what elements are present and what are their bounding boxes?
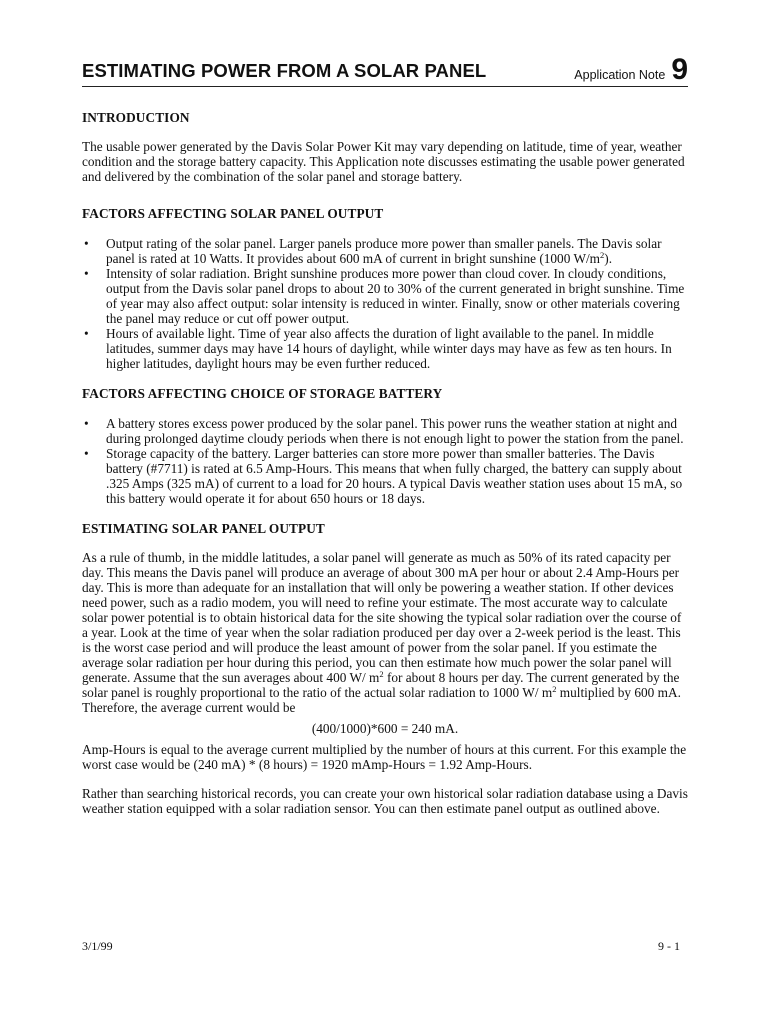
section-heading-introduction: INTRODUCTION (82, 110, 190, 125)
estimating-paragraph: As a rule of thumb, in the middle latitudes, a solar panel will generate as much as 50% of its rated capacity per day. This means the Davis panel will produce an average of about 300 mA per hour or about 2.4 Amp-Hours per day. This is more than adequate for an installation that will only be powering a weather station. If other devices need power, such as a radio modem, you will need to refine your estimate. The most accurate way to calculate solar power potential is to obtain historical data for the site showing the typical solar radiation over the course of a year. Look at the time of year when the solar radiation produced per day over a 2-week period is the least. This is the worst case period and will produce the least amount of power from the solar panel. If you estimate the average solar radiation per hour during this period, you can then estimate how much power the solar panel will generate. Assume that the sun averages about 400 W/ $m^2$ for about 8 hours per day. The current generated by the solar panel is roughly proportional to the ratio of the actual solar radiation to 1000 W/ $m^2$ multiplied by 600 mA. Therefore, the average current would be (82, 550, 682, 715)
panel-factors-list (82, 236, 688, 371)
battery-factors-list (82, 416, 688, 506)
list-item: • Hours of available light. Time of year also affects the duration of light available to the panel. In middle latitudes, summer days may have 14 hours of daylight, while winter days may have as few as ten hours. In higher latitudes, daylight hours may be even further reduced. (82, 326, 688, 371)
list-item: • Storage capacity of the battery. Larger batteries can store more power than smaller batteries. The Davis battery (#7711) is rated at 6.5 Amp-Hours. This means that when fully charged, the battery can supply about .325 Amps (325 mA) of current to a load for 20 hours. A typical Davis weather station uses about 15 mA, so this battery would operate it for about 650 hours or 18 days. (82, 446, 688, 506)
intro-paragraph: The usable power generated by the Davis Solar Power Kit may vary depending on latitude, time of year, weather condition and the storage battery capacity. This Application note discusses estimating the usable power generated and delivered by the combination of the solar panel and storage battery. (82, 139, 685, 184)
list-item: • A battery stores excess power produced by the solar panel. This power runs the weather station at night and during prolonged daytime cloudy periods when there is not enough light to power the station from the panel. (82, 416, 688, 446)
list-item: • Intensity of solar radiation. Bright sunshine produces more power than cloud cover. In cloudy conditions, output from the Davis solar panel drops to about 20 to 30% of the current generated in bright sunshine. Time of year may also affect output: solar intensity is reduced in winter. Finally, snow or other materials covering the panel may reduce or cut off power output. (82, 266, 688, 326)
footer-date: 3/1/99 (82, 939, 113, 953)
application-note-number: 9 (671, 53, 688, 86)
document-page (82, 50, 688, 816)
amp-hours-paragraph: Amp-Hours is equal to the average current multiplied by the number of hours at this current. For this example the worst case would be (240 mA) * (8 hours) = 1920 mAmp-Hours = 1.92 Amp-Hours. (82, 742, 687, 772)
footer-page-number: 9 - 1 (658, 939, 680, 953)
database-paragraph: Rather than searching historical records, you can create your own historical solar radiation database using a Davis weather station equipped with a solar radiation sensor. You can then estimate panel output as outlined above. (82, 786, 688, 816)
section-heading-battery-factors: FACTORS AFFECTING CHOICE OF STORAGE BATTERY (82, 386, 443, 401)
application-note-badge (574, 55, 688, 85)
current-formula: (400/1000)*600 = 240 mA. (311, 721, 459, 736)
list-item: • Output rating of the solar panel. Larger panels produce more power than smaller panels. The Davis solar panel is rated at 10 Watts. It provides about 600 mA of current in bright sunshine (1000 $W/m^2$). (82, 236, 688, 266)
section-heading-panel-factors: FACTORS AFFECTING SOLAR PANEL OUTPUT (82, 206, 384, 221)
section-heading-estimating-output: ESTIMATING SOLAR PANEL OUTPUT (82, 521, 325, 536)
document-title: ESTIMATING POWER FROM A SOLAR PANEL (82, 60, 487, 81)
document-header (82, 50, 688, 87)
application-note-label: Application Note (574, 68, 666, 82)
